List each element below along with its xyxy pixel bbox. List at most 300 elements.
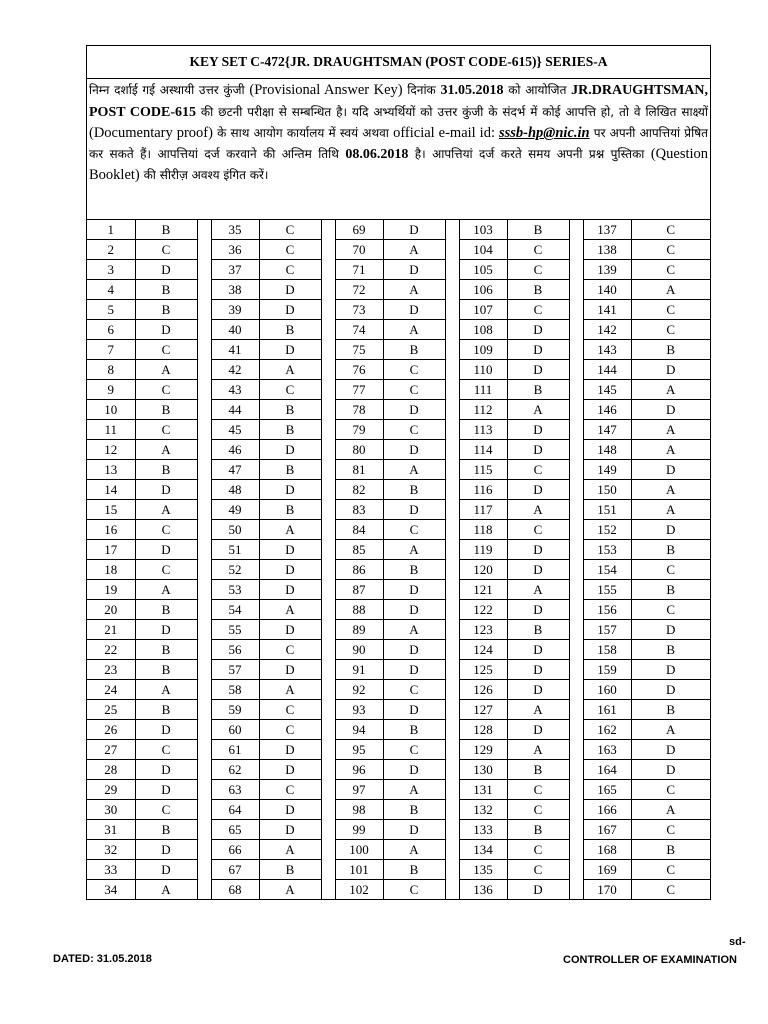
question-number: 161 xyxy=(583,700,631,720)
question-number: 75 xyxy=(335,340,383,360)
question-number: 93 xyxy=(335,700,383,720)
table-row xyxy=(87,520,710,540)
column-gap xyxy=(445,580,459,600)
column-gap xyxy=(197,780,211,800)
table-row xyxy=(87,460,710,480)
column-gap xyxy=(445,760,459,780)
column-gap xyxy=(197,460,211,480)
answer-option: B xyxy=(135,460,197,480)
answer-option: C xyxy=(631,780,710,800)
question-number: 128 xyxy=(459,720,507,740)
column-gap xyxy=(569,880,583,900)
column-gap xyxy=(321,320,335,340)
table-row xyxy=(87,620,710,640)
question-number: 166 xyxy=(583,800,631,820)
answer-option: C xyxy=(259,260,321,280)
answer-option: D xyxy=(259,300,321,320)
column-gap xyxy=(445,780,459,800)
answer-option: D xyxy=(507,320,569,340)
column-gap xyxy=(445,560,459,580)
answer-option: B xyxy=(383,560,445,580)
question-number: 96 xyxy=(335,760,383,780)
answer-option: B xyxy=(631,540,710,560)
question-number: 132 xyxy=(459,800,507,820)
answer-option: B xyxy=(135,820,197,840)
question-number: 87 xyxy=(335,580,383,600)
question-number: 94 xyxy=(335,720,383,740)
answer-option: C xyxy=(135,340,197,360)
answer-option: D xyxy=(259,480,321,500)
answer-option: A xyxy=(259,840,321,860)
answer-option: A xyxy=(631,280,710,300)
question-number: 4 xyxy=(87,280,135,300)
question-number: 77 xyxy=(335,380,383,400)
column-gap xyxy=(569,720,583,740)
question-number: 101 xyxy=(335,860,383,880)
answer-option: B xyxy=(135,640,197,660)
column-gap xyxy=(321,220,335,240)
question-number: 2 xyxy=(87,240,135,260)
question-number: 102 xyxy=(335,880,383,900)
answer-option: B xyxy=(135,700,197,720)
question-number: 110 xyxy=(459,360,507,380)
column-gap xyxy=(321,820,335,840)
table-row xyxy=(87,240,710,260)
question-number: 139 xyxy=(583,260,631,280)
question-number: 111 xyxy=(459,380,507,400)
column-gap xyxy=(569,840,583,860)
question-number: 27 xyxy=(87,740,135,760)
table-row xyxy=(87,340,710,360)
column-gap xyxy=(569,240,583,260)
answer-option: C xyxy=(259,240,321,260)
answer-option: D xyxy=(259,440,321,460)
question-number: 157 xyxy=(583,620,631,640)
question-number: 146 xyxy=(583,400,631,420)
question-number: 129 xyxy=(459,740,507,760)
column-gap xyxy=(445,600,459,620)
column-gap xyxy=(321,540,335,560)
column-gap xyxy=(197,520,211,540)
column-gap xyxy=(197,880,211,900)
answer-option: C xyxy=(631,600,710,620)
answer-option: D xyxy=(631,760,710,780)
column-gap xyxy=(445,740,459,760)
column-gap xyxy=(569,860,583,880)
question-number: 58 xyxy=(211,680,259,700)
table-row xyxy=(87,300,710,320)
table-row xyxy=(87,360,710,380)
question-number: 31 xyxy=(87,820,135,840)
question-number: 48 xyxy=(211,480,259,500)
answer-option: D xyxy=(507,420,569,440)
column-gap xyxy=(569,640,583,660)
answer-option: D xyxy=(383,580,445,600)
answer-option: A xyxy=(383,780,445,800)
table-row xyxy=(87,680,710,700)
column-gap xyxy=(569,320,583,340)
official-email-link[interactable]: sssb-hp@nic.in xyxy=(498,125,590,142)
column-gap xyxy=(321,420,335,440)
answer-option: D xyxy=(507,640,569,660)
question-number: 20 xyxy=(87,600,135,620)
answer-option: A xyxy=(135,360,197,380)
controller-title: CONTROLLER OF EXAMINATION xyxy=(563,954,737,966)
question-number: 62 xyxy=(211,760,259,780)
table-row xyxy=(87,420,710,440)
question-number: 112 xyxy=(459,400,507,420)
answer-option: D xyxy=(383,260,445,280)
column-gap xyxy=(197,300,211,320)
answer-option: D xyxy=(259,280,321,300)
answer-option: D xyxy=(383,760,445,780)
question-number: 10 xyxy=(87,400,135,420)
answer-option: D xyxy=(507,680,569,700)
column-gap xyxy=(321,640,335,660)
question-number: 98 xyxy=(335,800,383,820)
question-number: 57 xyxy=(211,660,259,680)
column-gap xyxy=(569,580,583,600)
question-number: 169 xyxy=(583,860,631,880)
answer-option: D xyxy=(259,740,321,760)
question-number: 9 xyxy=(87,380,135,400)
answer-option: D xyxy=(383,400,445,420)
column-gap xyxy=(569,420,583,440)
question-number: 103 xyxy=(459,220,507,240)
question-number: 97 xyxy=(335,780,383,800)
question-number: 38 xyxy=(211,280,259,300)
answer-option: A xyxy=(507,580,569,600)
answer-option: A xyxy=(383,620,445,640)
answer-option: C xyxy=(631,880,710,900)
column-gap xyxy=(197,440,211,460)
answer-option: D xyxy=(507,540,569,560)
question-number: 151 xyxy=(583,500,631,520)
table-row xyxy=(87,860,710,880)
table-row xyxy=(87,320,710,340)
column-gap xyxy=(321,840,335,860)
column-gap xyxy=(569,300,583,320)
question-number: 80 xyxy=(335,440,383,460)
answer-option: D xyxy=(507,560,569,580)
question-number: 113 xyxy=(459,420,507,440)
intro-text-15: (Question Booklet) xyxy=(89,145,709,184)
column-gap xyxy=(445,340,459,360)
column-gap xyxy=(321,340,335,360)
answer-option: C xyxy=(507,780,569,800)
column-gap xyxy=(321,260,335,280)
column-gap xyxy=(445,260,459,280)
question-number: 63 xyxy=(211,780,259,800)
dated-label: DATED: 31.05.2018 xyxy=(53,953,152,965)
column-gap xyxy=(445,500,459,520)
question-number: 61 xyxy=(211,740,259,760)
table-row xyxy=(87,480,710,500)
answer-option: C xyxy=(259,380,321,400)
answer-option: A xyxy=(135,440,197,460)
column-gap xyxy=(445,700,459,720)
column-gap xyxy=(321,860,335,880)
answer-option: C xyxy=(383,740,445,760)
question-number: 76 xyxy=(335,360,383,380)
answer-option: C xyxy=(135,380,197,400)
column-gap xyxy=(321,720,335,740)
question-number: 73 xyxy=(335,300,383,320)
table-row xyxy=(87,560,710,580)
question-number: 6 xyxy=(87,320,135,340)
question-number: 125 xyxy=(459,660,507,680)
column-gap xyxy=(321,500,335,520)
column-gap xyxy=(321,300,335,320)
intro-text-14: है। आपत्तियां दर्ज करते समय अपनी प्रश्न पुस्तिका xyxy=(408,146,651,161)
question-number: 78 xyxy=(335,400,383,420)
answer-option: A xyxy=(383,280,445,300)
column-gap xyxy=(569,520,583,540)
question-number: 68 xyxy=(211,880,259,900)
question-number: 60 xyxy=(211,720,259,740)
answer-option: B xyxy=(507,380,569,400)
table-row xyxy=(87,440,710,460)
answer-option: C xyxy=(383,680,445,700)
column-gap xyxy=(197,840,211,860)
column-gap xyxy=(569,760,583,780)
question-number: 164 xyxy=(583,760,631,780)
question-number: 64 xyxy=(211,800,259,820)
question-number: 165 xyxy=(583,780,631,800)
answer-option: A xyxy=(135,880,197,900)
column-gap xyxy=(197,400,211,420)
answer-option: D xyxy=(383,500,445,520)
answer-option: B xyxy=(383,340,445,360)
question-number: 79 xyxy=(335,420,383,440)
answer-option: B xyxy=(135,280,197,300)
column-gap xyxy=(197,700,211,720)
question-number: 70 xyxy=(335,240,383,260)
question-number: 130 xyxy=(459,760,507,780)
column-gap xyxy=(445,800,459,820)
column-gap xyxy=(569,680,583,700)
column-gap xyxy=(197,720,211,740)
answer-option: C xyxy=(259,780,321,800)
answer-option: D xyxy=(383,660,445,680)
answer-option: D xyxy=(135,320,197,340)
question-number: 22 xyxy=(87,640,135,660)
answer-option: D xyxy=(135,720,197,740)
column-gap xyxy=(321,660,335,680)
answer-option: B xyxy=(631,840,710,860)
column-gap xyxy=(321,240,335,260)
answer-option: C xyxy=(135,800,197,820)
answer-option: D xyxy=(631,660,710,680)
column-gap xyxy=(569,600,583,620)
column-gap xyxy=(197,380,211,400)
answer-option: C xyxy=(135,520,197,540)
answer-option: C xyxy=(135,560,197,580)
answer-option: A xyxy=(259,360,321,380)
question-number: 122 xyxy=(459,600,507,620)
question-number: 155 xyxy=(583,580,631,600)
instructions-paragraph xyxy=(87,79,710,220)
question-number: 167 xyxy=(583,820,631,840)
question-number: 69 xyxy=(335,220,383,240)
column-gap xyxy=(569,620,583,640)
question-number: 12 xyxy=(87,440,135,460)
column-gap xyxy=(569,400,583,420)
intro-text-9: के साथ आयोग कार्यालय में स्वयं अथवा xyxy=(212,126,394,141)
answer-option: C xyxy=(507,840,569,860)
table-row xyxy=(87,280,710,300)
question-number: 21 xyxy=(87,620,135,640)
column-gap xyxy=(445,380,459,400)
question-number: 40 xyxy=(211,320,259,340)
answer-option: D xyxy=(259,760,321,780)
answer-option: D xyxy=(631,740,710,760)
question-number: 14 xyxy=(87,480,135,500)
answer-option: A xyxy=(383,320,445,340)
column-gap xyxy=(445,660,459,680)
question-number: 115 xyxy=(459,460,507,480)
answer-option: C xyxy=(507,860,569,880)
question-number: 44 xyxy=(211,400,259,420)
column-gap xyxy=(445,680,459,700)
column-gap xyxy=(321,400,335,420)
column-gap xyxy=(321,740,335,760)
table-row xyxy=(87,380,710,400)
table-row xyxy=(87,800,710,820)
question-number: 108 xyxy=(459,320,507,340)
question-number: 86 xyxy=(335,560,383,580)
question-number: 23 xyxy=(87,660,135,680)
answer-option: D xyxy=(135,260,197,280)
question-number: 5 xyxy=(87,300,135,320)
answer-option: D xyxy=(507,340,569,360)
answer-option: B xyxy=(259,500,321,520)
answer-option: C xyxy=(631,260,710,280)
answer-option: C xyxy=(507,240,569,260)
answer-option: C xyxy=(383,420,445,440)
column-gap xyxy=(321,880,335,900)
answer-option: C xyxy=(259,640,321,660)
question-number: 144 xyxy=(583,360,631,380)
column-gap xyxy=(445,220,459,240)
answer-option: D xyxy=(135,620,197,640)
question-number: 50 xyxy=(211,520,259,540)
column-gap xyxy=(321,280,335,300)
answer-option: A xyxy=(383,840,445,860)
question-number: 127 xyxy=(459,700,507,720)
table-row xyxy=(87,600,710,620)
column-gap xyxy=(197,560,211,580)
question-number: 16 xyxy=(87,520,135,540)
answer-option: A xyxy=(631,500,710,520)
column-gap xyxy=(321,780,335,800)
question-number: 88 xyxy=(335,600,383,620)
question-number: 53 xyxy=(211,580,259,600)
table-row xyxy=(87,780,710,800)
column-gap xyxy=(569,820,583,840)
table-row xyxy=(87,400,710,420)
question-number: 152 xyxy=(583,520,631,540)
question-number: 30 xyxy=(87,800,135,820)
column-gap xyxy=(445,240,459,260)
question-number: 59 xyxy=(211,700,259,720)
answer-option: A xyxy=(259,680,321,700)
question-number: 51 xyxy=(211,540,259,560)
question-number: 163 xyxy=(583,740,631,760)
column-gap xyxy=(569,800,583,820)
answer-option: D xyxy=(631,620,710,640)
column-gap xyxy=(197,800,211,820)
question-number: 46 xyxy=(211,440,259,460)
table-row xyxy=(87,220,710,240)
answer-option: D xyxy=(631,400,710,420)
table-row xyxy=(87,640,710,660)
question-number: 118 xyxy=(459,520,507,540)
answer-option: A xyxy=(259,880,321,900)
answer-option: D xyxy=(259,540,321,560)
intro-text-5: को आयोजित xyxy=(503,83,572,97)
question-number: 17 xyxy=(87,540,135,560)
question-number: 43 xyxy=(211,380,259,400)
answer-option: B xyxy=(507,620,569,640)
answer-option: C xyxy=(507,800,569,820)
column-gap xyxy=(569,220,583,240)
answer-option: D xyxy=(259,820,321,840)
question-number: 89 xyxy=(335,620,383,640)
last-date: 08.06.2018 xyxy=(345,146,409,162)
question-number: 162 xyxy=(583,720,631,740)
column-gap xyxy=(197,640,211,660)
column-gap xyxy=(197,580,211,600)
answer-option: D xyxy=(259,340,321,360)
answer-option: B xyxy=(631,640,710,660)
column-gap xyxy=(569,480,583,500)
table-row xyxy=(87,260,710,280)
answer-option: D xyxy=(507,360,569,380)
question-number: 37 xyxy=(211,260,259,280)
question-number: 156 xyxy=(583,600,631,620)
column-gap xyxy=(569,340,583,360)
answer-option: B xyxy=(631,340,710,360)
column-gap xyxy=(569,740,583,760)
table-row xyxy=(87,500,710,520)
question-number: 131 xyxy=(459,780,507,800)
question-number: 29 xyxy=(87,780,135,800)
column-gap xyxy=(445,280,459,300)
answer-option: C xyxy=(383,380,445,400)
intro-text-3: दिनांक xyxy=(402,83,441,97)
question-number: 158 xyxy=(583,640,631,660)
question-number: 159 xyxy=(583,660,631,680)
answer-option: B xyxy=(507,760,569,780)
column-gap xyxy=(321,480,335,500)
column-gap xyxy=(321,360,335,380)
answer-option: D xyxy=(631,460,710,480)
answer-option: B xyxy=(259,400,321,420)
question-number: 65 xyxy=(211,820,259,840)
signature-mark: sd- xyxy=(729,936,746,948)
column-gap xyxy=(569,360,583,380)
column-gap xyxy=(197,240,211,260)
answer-option: C xyxy=(631,860,710,880)
column-gap xyxy=(321,460,335,480)
question-number: 133 xyxy=(459,820,507,840)
question-number: 28 xyxy=(87,760,135,780)
table-row xyxy=(87,580,710,600)
column-gap xyxy=(569,280,583,300)
column-gap xyxy=(321,380,335,400)
column-gap xyxy=(321,580,335,600)
